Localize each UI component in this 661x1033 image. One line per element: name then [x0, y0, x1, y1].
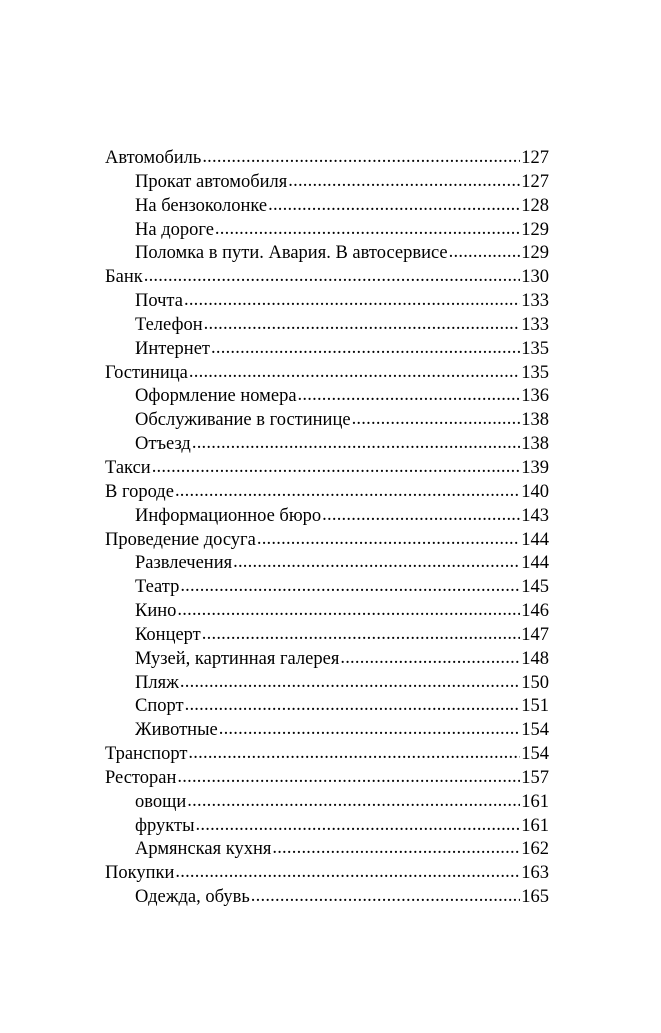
dot-leader — [322, 505, 520, 528]
toc-entry-muzej — [105, 648, 549, 672]
dot-leader — [219, 719, 521, 742]
toc-entry-title: фрукты — [135, 815, 195, 836]
toc-entry-title: Гостиница — [105, 362, 188, 383]
dot-leader — [184, 290, 520, 313]
dot-leader — [251, 886, 520, 909]
toc-entry-page: 144 — [521, 529, 549, 550]
toc-entry-page: 148 — [521, 648, 549, 669]
toc-entry-title: Развлечения — [135, 553, 233, 574]
dot-leader — [211, 338, 520, 361]
toc-entry-teatr — [105, 576, 549, 600]
toc-entry-page: 138 — [521, 434, 549, 455]
toc-entry-title: Покупки — [105, 863, 175, 884]
toc-entry-page: 138 — [521, 410, 549, 431]
toc-entry-page: 133 — [521, 291, 549, 312]
toc-entry-avtomobil — [105, 147, 549, 171]
toc-entry-na-doroge — [105, 219, 549, 243]
dot-leader — [196, 815, 521, 838]
toc-entry-title: Банк — [105, 267, 143, 288]
dot-leader — [215, 219, 520, 242]
toc-entry-bank — [105, 266, 549, 290]
dot-leader — [152, 457, 521, 480]
dot-leader — [192, 433, 520, 456]
toc-entry-title: В городе — [105, 481, 174, 502]
toc-entry-taksi — [105, 457, 549, 481]
toc-entry-kino — [105, 600, 549, 624]
dot-leader — [177, 600, 520, 623]
toc-entry-v-gorode — [105, 481, 549, 505]
toc-entry-page: 154 — [521, 744, 549, 765]
dot-leader — [288, 171, 520, 194]
toc-entry-page: 154 — [521, 720, 549, 741]
toc-entry-transport — [105, 743, 549, 767]
toc-entry-odezhda — [105, 886, 549, 910]
toc-entry-title: Одежда, обувь — [135, 887, 250, 908]
toc-entry-title: Отъезд — [135, 434, 191, 455]
dot-leader — [272, 838, 520, 861]
dot-leader — [144, 266, 521, 289]
toc-entry-page: 133 — [521, 314, 549, 335]
toc-entry-internet — [105, 338, 549, 362]
toc-entry-title: Оформление номера — [135, 386, 297, 407]
toc-entry-title: Концерт — [135, 624, 201, 645]
dot-leader — [298, 385, 521, 408]
dot-leader — [257, 529, 520, 552]
toc-entry-page: 127 — [521, 148, 549, 168]
toc-entry-title: Проведение досуга — [105, 529, 256, 550]
toc-entry-title: Почта — [135, 291, 183, 312]
toc-entry-benzokolonka — [105, 195, 549, 219]
toc-entry-title: Прокат автомобиля — [135, 171, 288, 192]
toc-entry-page: 135 — [521, 338, 549, 359]
toc-entry-page: 147 — [521, 624, 549, 645]
toc-entry-armyanskaya-kuhnya — [105, 838, 549, 862]
toc-entry-page: 129 — [521, 219, 549, 240]
toc-entry-dosug — [105, 529, 549, 553]
toc-entry-page: 135 — [521, 362, 549, 383]
toc-entry-title: овощи — [135, 791, 187, 812]
dot-leader — [202, 624, 520, 647]
toc-entry-page: 136 — [521, 386, 549, 407]
dot-leader — [204, 314, 521, 337]
dot-leader — [189, 362, 520, 385]
toc-entry-title: Телефон — [135, 314, 203, 335]
toc-entry-zhivotnye — [105, 719, 549, 743]
toc-entry-page: 163 — [521, 863, 549, 884]
dot-leader — [202, 147, 520, 170]
toc-entry-page: 157 — [521, 767, 549, 788]
toc-entry-title: Информационное бюро — [135, 505, 322, 526]
toc-entry-title: Поломка в пути. Авария. В автосервисе — [135, 243, 448, 264]
dot-leader — [180, 576, 520, 599]
toc-entry-title: На бензоколонке — [135, 195, 268, 216]
dot-leader — [233, 552, 520, 575]
toc-entry-title: Театр — [135, 577, 180, 598]
toc-entry-page: 139 — [521, 457, 549, 478]
toc-entry-pokupki — [105, 862, 549, 886]
toc-entry-ovoshchi — [105, 791, 549, 815]
toc-entry-page: 150 — [521, 672, 549, 693]
toc-entry-sport — [105, 695, 549, 719]
toc-entry-polomka — [105, 242, 549, 266]
toc-entry-page: 140 — [521, 481, 549, 502]
toc-entry-title: Спорт — [135, 696, 184, 717]
toc-entry-title: Армянская кухня — [135, 839, 272, 860]
dot-leader — [180, 672, 520, 695]
toc-entry-koncert — [105, 624, 549, 648]
toc-entry-page: 165 — [521, 887, 549, 908]
toc-entry-obsluzhivanie — [105, 409, 549, 433]
toc-entry-title: Обслуживание в гостинице — [135, 410, 351, 431]
toc-entry-title: Животные — [135, 720, 218, 741]
table-of-contents — [105, 147, 549, 910]
dot-leader — [177, 767, 520, 790]
toc-entry-page: 161 — [521, 815, 549, 836]
toc-entry-infobyuro — [105, 505, 549, 529]
toc-entry-prokat — [105, 171, 549, 195]
dot-leader — [188, 743, 520, 766]
toc-entry-title: Интернет — [135, 338, 211, 359]
toc-entry-pochta — [105, 290, 549, 314]
dot-leader — [175, 862, 520, 885]
dot-leader — [185, 695, 521, 718]
toc-entry-page: 130 — [521, 267, 549, 288]
toc-entry-page: 162 — [521, 839, 549, 860]
toc-entry-page: 143 — [521, 505, 549, 526]
toc-entry-page: 129 — [521, 243, 549, 264]
toc-entry-page: 128 — [521, 195, 549, 216]
toc-entry-razvlecheniya — [105, 552, 549, 576]
toc-entry-page: 146 — [521, 601, 549, 622]
toc-entry-title: Музей, картинная галерея — [135, 648, 340, 669]
dot-leader — [352, 409, 521, 432]
toc-entry-telefon — [105, 314, 549, 338]
dot-leader — [340, 648, 520, 671]
dot-leader — [268, 195, 520, 218]
toc-entry-restoran — [105, 767, 549, 791]
toc-entry-page: 127 — [521, 171, 549, 192]
toc-entry-title: На дороге — [135, 219, 214, 240]
toc-entry-page: 145 — [521, 577, 549, 598]
toc-entry-otezd — [105, 433, 549, 457]
dot-leader — [187, 791, 520, 814]
toc-entry-frukty — [105, 815, 549, 839]
toc-entry-title: Автомобиль — [105, 148, 202, 168]
toc-entry-gostinica — [105, 362, 549, 386]
toc-entry-title: Кино — [135, 601, 177, 622]
dot-leader — [449, 242, 521, 265]
toc-entry-oformlenie — [105, 385, 549, 409]
toc-entry-page: 161 — [521, 791, 549, 812]
toc-entry-title: Пляж — [135, 672, 179, 693]
toc-entry-page: 144 — [521, 553, 549, 574]
toc-entry-title: Такси — [105, 457, 151, 478]
toc-entry-page: 151 — [521, 696, 549, 717]
toc-entry-title: Ресторан — [105, 767, 177, 788]
toc-entry-plyazh — [105, 672, 549, 696]
toc-entry-title: Транспорт — [105, 744, 188, 765]
dot-leader — [175, 481, 520, 504]
